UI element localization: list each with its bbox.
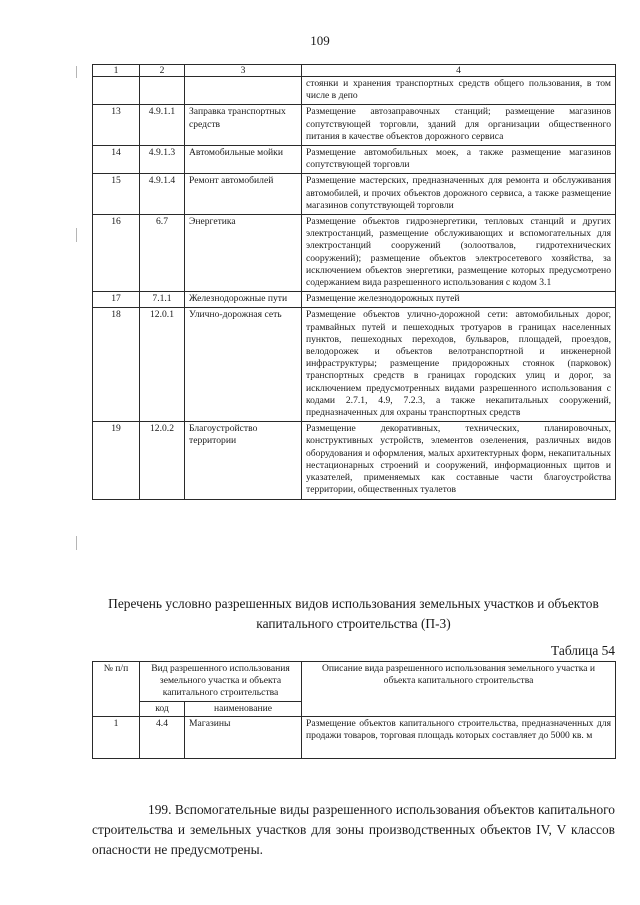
use-code: 7.1.1: [140, 292, 185, 308]
header-code: код: [140, 701, 185, 716]
use-description: стоянки и хранения транспортных средств общего пользования, в том числе в депо: [302, 77, 616, 105]
use-description: Размещение мастерских, предназначенных для ремонта и обслуживания автомобилей, и прочих объектов дорожного сервиса, а также размещение магазинов сопутствующей торговли: [302, 174, 616, 215]
use-code: 4.9.1.1: [140, 105, 185, 146]
column-number-4: 4: [302, 65, 616, 77]
row-number: 19: [93, 422, 140, 499]
use-code: 6.7: [140, 215, 185, 292]
use-name: Благоустройство территории: [185, 422, 302, 499]
table-row: [93, 105, 616, 146]
use-name: Железнодорожные пути: [185, 292, 302, 308]
use-code: [140, 77, 185, 105]
header-use-description: Описание вида разрешенного использования земельного участка и объекта капитального строительства: [302, 662, 616, 717]
use-description: Размещение декоративных, технических, планировочных, конструктивных устройств, элементов озеленения, различных видов оборудования и оформления, малых архитектурных форм, некапитальных нестационарных строений и сооружений, информационных щитов и указателей, применяемых как составные части благоустройства территории, общественных туалетов: [302, 422, 616, 499]
table-row: [93, 422, 616, 499]
header-row-number: № п/п: [93, 662, 140, 717]
table-caption: Таблица 54: [551, 643, 615, 658]
use-name: Магазины: [185, 716, 302, 758]
row-number: 1: [93, 716, 140, 758]
use-description: Размещение объектов гидроэнергетики, тепловых станций и других электростанций, размещение обслуживающих и вспомогательных для электростанций сооружений (золоотвалов, гидротехнических сооружений); размещение объектов электросетевого хозяйства, за исключением объектов энергетики, размещение которых предусмотрено содержанием вида разрешенного использования с кодом 3.1: [302, 215, 616, 292]
use-description: Размещение объектов улично-дорожной сети: автомобильных дорог, трамвайных путей и пешеходных тротуаров в границах населенных пунктов, пешеходных переходов, бульваров, площадей, проездов, велодорожек и объектов велотранспортной и инженерной инфраструктуры; размещение придорожных стоянок (парковок) транспортных средств в границах городских улиц и дорог, за исключением предусмотренных видами разрешенного использования с кодами 2.7.1, 4.9, 7.2.3, а также некапитальных сооружений, предназначенных для охраны транспортных средств: [302, 308, 616, 422]
use-code: 4.9.1.4: [140, 174, 185, 215]
scan-margin-mark: [76, 536, 77, 550]
row-number: 16: [93, 215, 140, 292]
row-number: 18: [93, 308, 140, 422]
scan-margin-mark: [76, 66, 77, 78]
use-name: Энергетика: [185, 215, 302, 292]
table-row: [93, 292, 616, 308]
row-number: 13: [93, 105, 140, 146]
use-description: Размещение автозаправочных станций; размещение магазинов сопутствующей торговли, зданий для организации общественного питания в качестве объектов дорожного сервиса: [302, 105, 616, 146]
table-row: [93, 146, 616, 174]
use-description: Размещение железнодорожных путей: [302, 292, 616, 308]
use-description: Размещение автомобильных моек, а также размещение магазинов сопутствующей торговли: [302, 146, 616, 174]
table-row: [93, 308, 616, 422]
row-number: [93, 77, 140, 105]
column-number-2: 2: [140, 65, 185, 77]
column-number-3: 3: [185, 65, 302, 77]
conditional-use-table: [92, 661, 616, 759]
use-code: 12.0.2: [140, 422, 185, 499]
use-name: [185, 77, 302, 105]
table-row: [93, 174, 616, 215]
use-code: 12.0.1: [140, 308, 185, 422]
row-number: 15: [93, 174, 140, 215]
table-row: [93, 215, 616, 292]
scan-margin-mark: [76, 228, 77, 242]
use-name: Ремонт автомобилей: [185, 174, 302, 215]
table-row: [93, 716, 616, 758]
table-row: [93, 77, 616, 105]
land-use-table-continued: [92, 64, 616, 500]
use-name: Заправка транспортных средств: [185, 105, 302, 146]
row-number: 17: [93, 292, 140, 308]
header-use-kind: Вид разрешенного использования земельного участка и объекта капитального строительства: [140, 662, 302, 702]
use-name: Автомобильные мойки: [185, 146, 302, 174]
row-number: 14: [93, 146, 140, 174]
use-name: Улично-дорожная сеть: [185, 308, 302, 422]
column-number-row: [93, 65, 616, 77]
use-code: 4.4: [140, 716, 185, 758]
use-code: 4.9.1.3: [140, 146, 185, 174]
page-number: 109: [310, 33, 330, 48]
use-description: Размещение объектов капитального строительства, предназначенных для продажи товаров, торговая площадь которых составляет до 5000 кв. м: [302, 716, 616, 758]
section-heading: Перечень условно разрешенных видов использования земельных участков и объектов капитального строительства (П-3): [108, 596, 599, 631]
column-number-1: 1: [93, 65, 140, 77]
clause-paragraph: 199. Вспомогательные виды разрешенного использования объектов капитального строительства и земельных участков для зоны производственных объектов IV, V классов опасности не предусмотрены.: [92, 802, 615, 857]
table-header-row: [93, 662, 616, 702]
header-name: наименование: [185, 701, 302, 716]
